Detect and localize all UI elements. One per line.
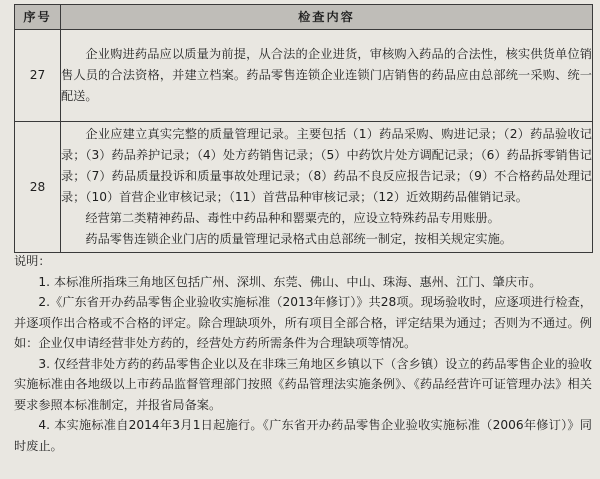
row-paragraph: 企业购进药品应以质量为前提，从合法的企业进货，审核购入药品的合法性，核实供货单位销售人员的合法资格，并建立档案。药品零售连锁企业连锁门店销售的药品应由总部统一采购、统一配送。 bbox=[61, 47, 592, 103]
table-row bbox=[15, 30, 593, 122]
table-row bbox=[15, 122, 593, 253]
row-paragraph: 企业应建立真实完整的质量管理记录。主要包括（1）药品采购、购进记录；（2）药品验收记录；（3）药品养护记录；（4）处方药销售记录；（5）中药饮片处方调配记录；（6）药品拆零销售记录；（7）药品质量投诉和质量事故处理记录；（8）药品不良反应报告记录；（9）不合格药品处理记录；（10）首营企业审核记录；（11）首营品种审核记录；（12）近效期药品催销记录。 bbox=[61, 127, 592, 204]
row-paragraph: 药品零售连锁企业门店的质量管理记录格式由总部统一制定，按相关规定实施。 bbox=[85, 232, 512, 246]
notes-section bbox=[14, 251, 592, 456]
note-item: 4. 本实施标准自2014年3月1日起施行。《广东省开办药品零售企业验收实施标准（2006年修订）》同时废止。 bbox=[14, 418, 592, 453]
row-paragraph: 经营第二类精神药品、毒性中药品种和罂粟壳的，应设立特殊药品专用账册。 bbox=[85, 211, 500, 225]
notes-heading: 说明： bbox=[14, 254, 51, 268]
note-item: 2.《广东省开办药品零售企业验收实施标准（2013年修订）》共28项。现场验收时，应逐项进行检查，并逐项作出合格或不合格的评定。除合理缺项外，所有项目全部合格，评定结果为通过；否则为不通过。例如：企业仅申请经营非处方药的，经营处方药所需条件为合理缺项等情况。 bbox=[14, 295, 592, 350]
header-serial-number: 序号 bbox=[15, 5, 61, 30]
row-number: 27 bbox=[15, 30, 61, 122]
inspection-table bbox=[14, 4, 593, 253]
note-item: 1. 本标准所指珠三角地区包括广州、深圳、东莞、佛山、中山、珠海、惠州、江门、肇庆市。 bbox=[38, 274, 542, 289]
note-item: 3. 仅经营非处方药的药品零售企业以及在非珠三角地区乡镇以下（含乡镇）设立的药品零售企业的验收实施标准由各地级以上市药品监督管理部门按照《药品管理法实施条例》、《药品经营许可证管理办法》相关要求参照本标准制定，并报省局备案。 bbox=[14, 356, 592, 412]
row-content bbox=[61, 30, 593, 122]
row-number: 28 bbox=[15, 122, 61, 253]
header-inspection-content: 检查内容 bbox=[61, 5, 593, 30]
row-content bbox=[61, 122, 593, 253]
table-header-row bbox=[15, 5, 593, 30]
